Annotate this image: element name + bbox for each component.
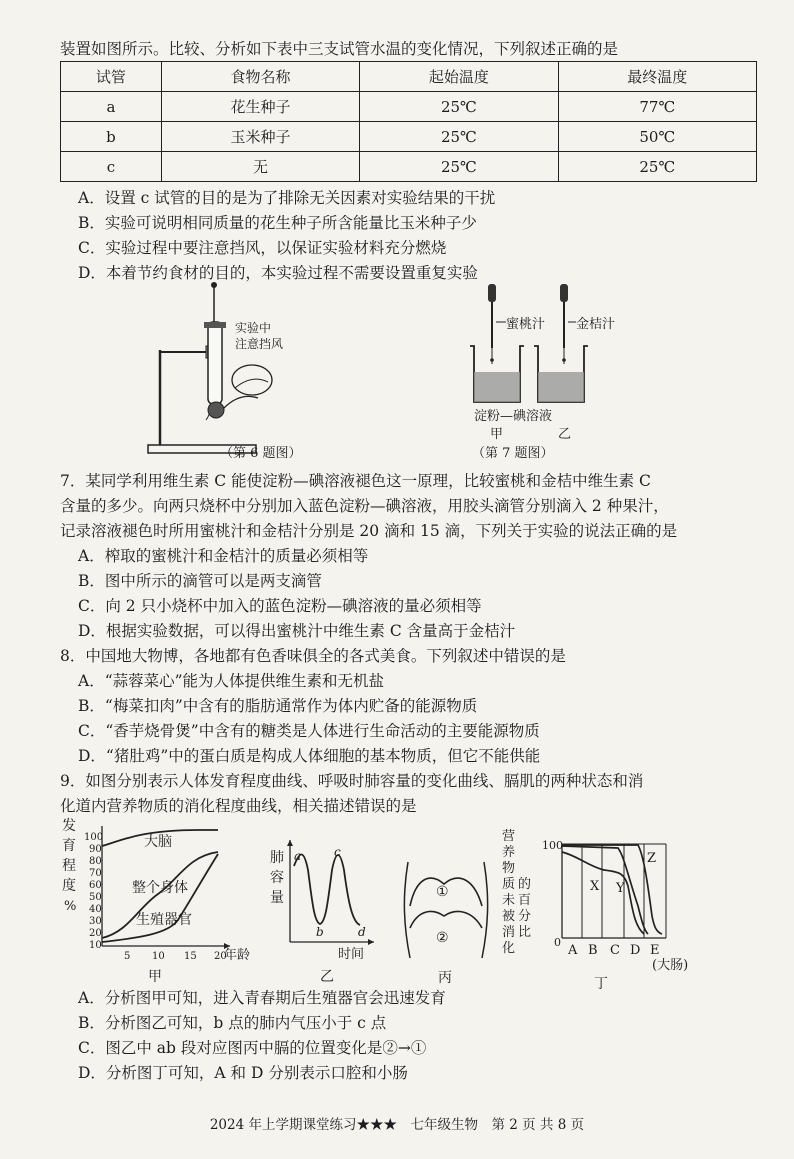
bing-diaphragm-down [410,912,482,928]
q6-option-b: B．实验可说明相同质量的花生种子所含能量比玉米种子少 [78,214,477,232]
jia-xtick: 15 [184,951,197,962]
jia-ytick: 80 [89,856,102,867]
yi-point-c: c [334,845,341,859]
ding-ylabel-char: 物 [502,861,516,876]
q8-option-b: B．“梅菜扣肉”中含有的脂肪通常作为体内贮备的能源物质 [78,697,478,715]
bing-position-2: ② [436,930,449,946]
development-curve-chart [58,816,253,988]
jia-ytick: 10 [89,940,102,951]
ding-large-intestine-label: (大肠) [652,958,689,973]
yi-point-b: b [316,925,324,939]
table-cell: a [61,92,162,122]
jia-ylabel-char: % [64,899,77,914]
ding-caption: 丁 [594,976,608,992]
lung-volume-chart [262,830,387,990]
figure-bing [396,858,496,990]
q7-option-a: A．榨取的蜜桃汁和金桔汁的质量必须相等 [78,547,369,565]
table-header: 食物名称 [161,62,359,92]
ding-ylabel-char: 消 [502,925,516,940]
jia-brain-label: 大脑 [144,834,172,850]
yi-point-d: d [358,925,366,939]
ding-ylabel-char: 养 [502,845,516,860]
q8-option-c: C．“香芋烧骨煲”中含有的糖类是人体进行生命活动的主要能源物质 [78,722,540,740]
table-row [61,122,757,152]
ding-ylabel-char: 的 [518,877,532,892]
ding-ylabel-char: 质 [502,877,516,892]
table-cell: 50℃ [558,122,756,152]
q9-option-a: A．分析图甲可知，进入青春期后生殖器官会迅速发育 [78,989,446,1007]
yi-point-a: a [294,849,302,863]
fig7-beaker2-label: 乙 [558,427,572,442]
table-cell: 25℃ [360,152,558,182]
ding-ylabel-char: 分 [518,909,532,924]
figure-ding [498,826,720,998]
q9-stem-line1: 9．如图分别表示人体发育程度曲线、呼吸时肺容量的变化曲线、膈肌的两种状态和消 [60,772,644,790]
bing-position-1: ① [436,884,449,900]
yi-xlabel: 时间 [338,947,365,962]
ding-ylabel-char: 营 [502,829,516,844]
figure-7 [462,284,642,464]
page-footer: 2024 年上学期课堂练习★★★ 七年级生物 第 2 页 共 8 页 [209,1117,585,1133]
q7-stem-line1: 7．某同学利用维生素 C 能使淀粉—碘溶液褪色这一原理，比较蜜桃和金桔中维生素 C [60,472,651,490]
jia-ytick: 50 [89,892,102,903]
table-header: 起始温度 [360,62,558,92]
test-tube-table [60,61,757,182]
ding-segment-label: B [588,943,598,958]
jia-ylabel-char: 程 [62,858,76,874]
ding-ylabel-char: 化 [502,941,516,956]
table-row [61,152,757,182]
q9-option-c: C．图乙中 ab 段对应图丙中膈的位置变化是②→① [78,1039,427,1057]
ding-curve-z-label: Z [647,851,657,866]
bing-caption: 丙 [438,970,452,986]
q6-option-c: C．实验过程中要注意挡风，以保证实验材料充分燃烧 [78,239,447,257]
q8-option-d: D．“猪肚鸡”中的蛋白质是构成人体细胞的基本物质，但它不能供能 [78,747,541,765]
ding-segment-label: D [630,943,641,958]
table-cell: b [61,122,162,152]
yi-ylabel-char: 量 [270,890,284,906]
fig7-juice1-label: 蜜桃汁 [506,317,546,332]
ding-ytick-100: 100 [542,839,563,852]
fig7-beaker1-label: 甲 [490,427,504,442]
jia-xtick: 5 [124,951,131,962]
beaker-experiment-diagram [462,284,642,464]
table-header: 最终温度 [558,62,756,92]
fig6-caption: （第 6 题图） [220,446,302,461]
table-cell: 77℃ [558,92,756,122]
figure-yi [262,830,387,990]
burning-apparatus-diagram [140,280,330,465]
jia-xtick: 10 [152,951,165,962]
q7-option-c: C．向 2 只小烧杯中加入的蓝色淀粉—碘溶液的量必须相等 [78,597,482,615]
fig6-label-line1: 实验中 [235,321,272,335]
q8-option-a: A．“蒜蓉菜心”能为人体提供维生素和无机盐 [78,672,385,690]
q9-option-b: B．分析图乙可知，b 点的肺内气压小于 c 点 [78,1014,387,1032]
ding-ylabel-char: 未 [502,893,516,908]
ding-ylabel-char: 比 [518,925,532,940]
jia-repro-curve [102,854,218,942]
question-6-intro: 装置如图所示。比较、分析如下表中三支试管水温的变化情况，下列叙述正确的是 [60,40,619,58]
jia-xlabel: 年龄 [224,948,251,963]
table-cell: 玉米种子 [161,122,359,152]
fig7-caption: （第 7 题图） [472,446,554,461]
q9-option-d: D．分析图丁可知，A 和 D 分别表示口腔和小肠 [78,1064,408,1082]
jia-ytick: 30 [89,916,102,927]
jia-caption: 甲 [148,969,162,985]
q7-stem-line3: 记录溶液褪色时所用蜜桃汁和金桔汁分别是 20 滴和 15 滴，下列关于实验的说法正确的是 [60,522,678,540]
jia-ytick: 100 [84,832,104,843]
jia-xtick: 20 [214,951,227,962]
yi-ylabel-char: 肺 [270,850,284,866]
yi-volume-curve [294,854,360,925]
q7-stem-line2: 含量的多少。向两只烧杯中分别加入蓝色淀粉—碘溶液，用胶头滴管分别滴入 2 种果汁， [60,497,669,515]
q6-option-d: D．本着节约食材的目的，本实验过程不需要设置重复实验 [78,264,478,282]
q9-stem-line2: 化道内营养物质的消化程度曲线，相关描述错误的是 [60,797,417,815]
ding-curve-x [562,852,644,934]
jia-ytick: 20 [89,928,102,939]
jia-body-label: 整个身体 [132,880,188,896]
diaphragm-diagram [396,858,496,990]
table-header-row [61,62,757,92]
jia-ytick: 90 [89,844,102,855]
fig6-label-line2: 注意挡风 [235,337,284,351]
ding-segment-label: A [568,943,578,958]
table-cell: c [61,152,162,182]
jia-ylabel-char: 育 [62,838,76,854]
q8-stem: 8．中国地大物博，各地都有色香味俱全的各式美食。下列叙述中错误的是 [60,647,566,665]
table-cell: 花生种子 [161,92,359,122]
table-cell: 25℃ [558,152,756,182]
jia-ylabel-char: 发 [62,818,76,834]
q7-option-b: B．图中所示的滴管可以是两支滴管 [78,572,322,590]
fig7-solution-label: 淀粉—碘溶液 [474,409,553,424]
jia-ylabel-char: 度 [62,878,76,894]
ding-ytick-0: 0 [554,936,561,949]
table-cell: 25℃ [360,92,558,122]
yi-ylabel-char: 容 [270,870,284,886]
jia-ytick: 70 [89,868,102,879]
fig7-juice2-label: 金桔汁 [576,317,616,332]
jia-ytick: 40 [89,904,102,915]
q7-option-d: D．根据实验数据，可以得出蜜桃汁中维生素 C 含量高于金桔汁 [78,622,516,640]
jia-ytick: 60 [89,880,102,891]
figure-6 [140,280,330,465]
jia-repro-label: 生殖器官 [136,912,192,928]
ding-curve-x-label: X [590,879,600,894]
q6-option-a: A．设置 c 试管的目的是为了排除无关因素对实验结果的干扰 [78,189,496,207]
ding-segment-label: C [610,943,620,958]
ding-segment-label: E [650,943,660,958]
table-header: 试管 [61,62,162,92]
ding-ylabel-char: 百 [518,893,532,908]
ding-ylabel-char: 被 [502,909,516,924]
yi-caption: 乙 [320,969,334,985]
figure-jia [58,816,253,988]
digestion-chart [498,826,720,998]
table-cell: 无 [161,152,359,182]
ding-curve-y-label: Y [616,881,625,896]
table-row [61,92,757,122]
table-cell: 25℃ [360,122,558,152]
